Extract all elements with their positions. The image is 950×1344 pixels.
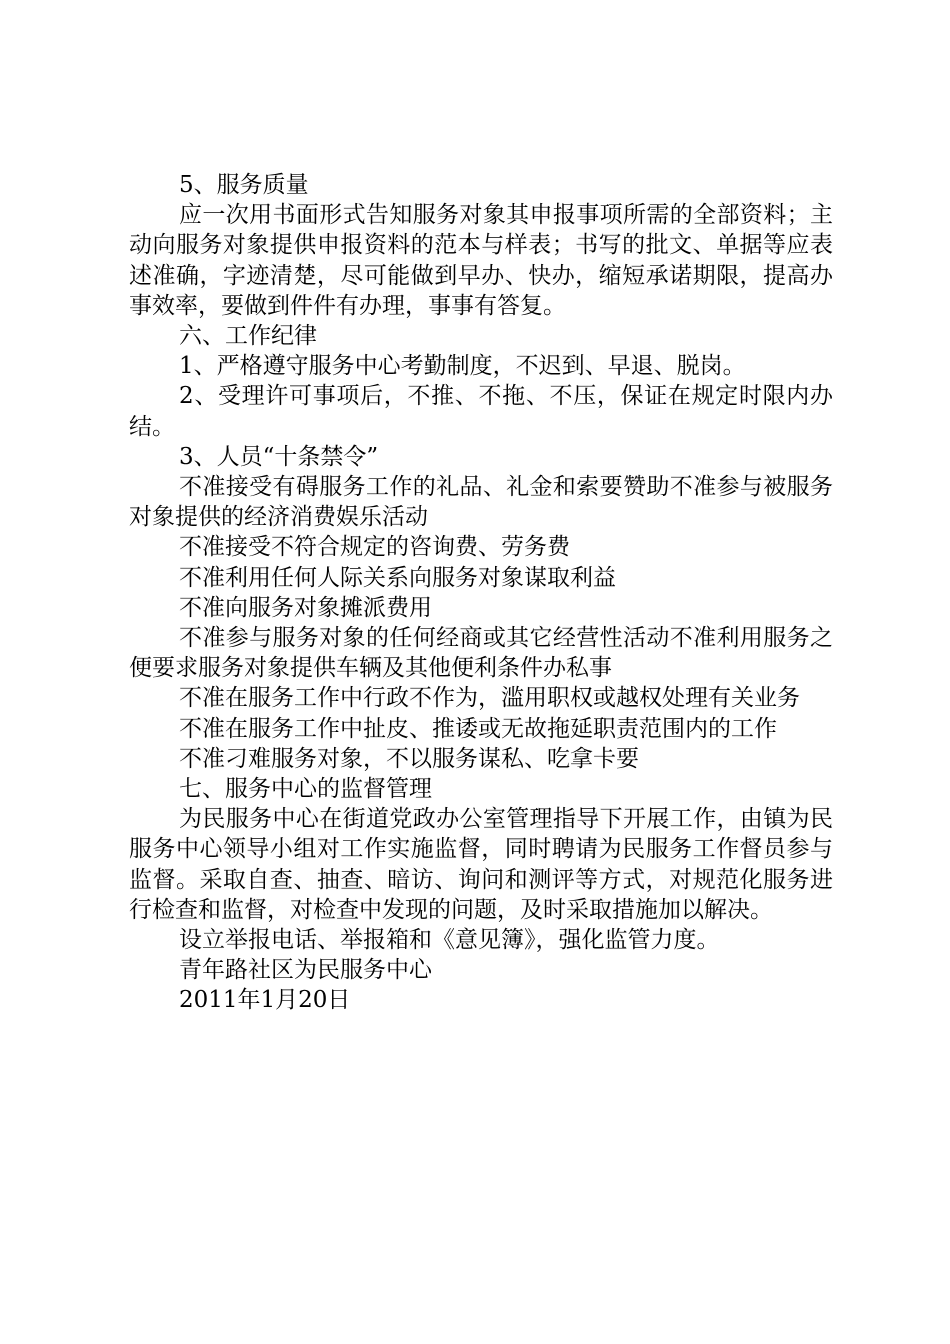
section-heading-supervision: 七、服务中心的监督管理: [179, 776, 432, 803]
paragraph-complaint-channels: 设立举报电话、举报箱和《意见簿》，强化监管力度。: [179, 927, 720, 954]
paragraph-supervision: 为民服务中心在街道党政办公室管理指导下开展工作，由镇为民服务中心领导小组对工作实施监督，同时聘请为民服务工作督员参与监督。采取自查、抽查、暗访、询问和测评等方式，对规范化服务进行检查和监督，对检查中发现的问题，及时采取措施加以解决。: [129, 806, 833, 923]
paragraph-service-quality: 应一次用书面形式告知服务对象其申报事项所需的全部资料；主动向服务对象提供申报资料的范本与样表；书写的批文、单据等应表述准确，字迹清楚，尽可能做到早办、快办，缩短承诺期限，提高办事效率，要做到件件有办理，事事有答复。: [129, 202, 833, 319]
section-heading-service-quality: 5、服务质量: [179, 172, 309, 198]
prohibition-item: 不准接受不符合规定的咨询费、劳务费: [179, 534, 570, 561]
prohibition-item: 不准刁难服务对象，不以服务谋私、吃拿卡要: [179, 745, 639, 772]
paragraph-attendance: 1、严格遵守服务中心考勤制度，不迟到、早退、脱岗。: [179, 353, 746, 380]
prohibition-item: 不准在服务工作中行政不作为，滥用职权或越权处理有关业务: [179, 685, 800, 712]
prohibition-item: 不准向服务对象摊派费用: [179, 594, 432, 621]
paragraph-ten-prohibitions-heading: 3、人员“十条禁令”: [179, 443, 379, 470]
prohibition-item: 不准利用任何人际关系向服务对象谋取利益: [179, 564, 616, 591]
signature-date: 2011年1月20日: [179, 987, 351, 1014]
prohibition-item: 不准在服务工作中扯皮、推诿或无故拖延职责范围内的工作: [179, 715, 777, 742]
document-body: [129, 170, 833, 1016]
signature-organization: 青年路社区为民服务中心: [179, 957, 432, 984]
section-heading-work-discipline: 六、工作纪律: [179, 323, 317, 350]
prohibition-item: 不准参与服务对象的任何经商或其它经营性活动不准利用服务之便要求服务对象提供车辆及其他便利条件办私事: [129, 625, 833, 682]
prohibition-item: 不准接受有碍服务工作的礼品、礼金和索要赞助不准参与被服务对象提供的经济消费娱乐活动: [129, 474, 833, 531]
paragraph-handling-time: 2、受理许可事项后，不推、不拖、不压，保证在规定时限内办结。: [129, 383, 833, 440]
